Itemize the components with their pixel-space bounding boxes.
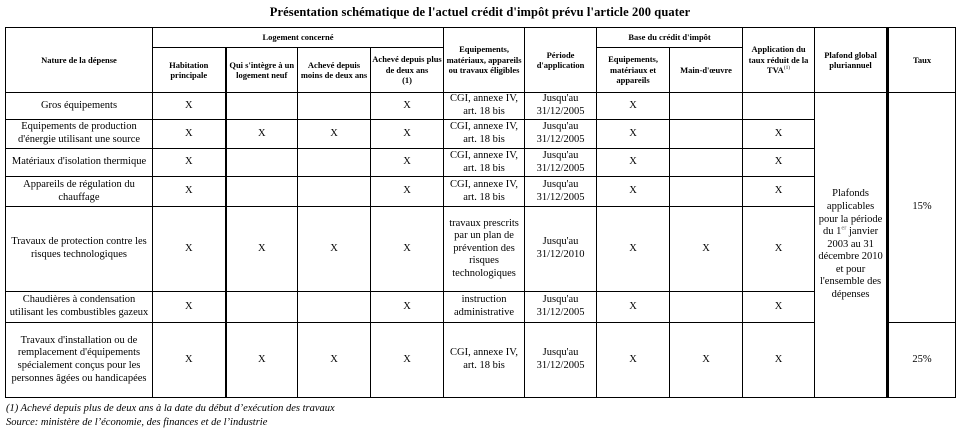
cell-integre [226, 292, 298, 323]
cell-habitation: X [153, 323, 226, 398]
cell-acheve-plus: X [371, 177, 444, 207]
cell-integre: X [226, 207, 298, 292]
cell-equipements: CGI, annexe IV, art. 18 bis [444, 149, 525, 177]
cell-periode: Jusqu'au 31/12/2005 [525, 93, 597, 120]
header-habitation: Habitation principale [153, 48, 226, 93]
cell-acheve-plus: X [371, 292, 444, 323]
table-row [6, 292, 956, 323]
cell-habitation: X [153, 177, 226, 207]
header-periode: Période d'application [525, 28, 597, 93]
cell-periode: Jusqu'au 31/12/2005 [525, 292, 597, 323]
header-integre: Qui s'intègre à un logement neuf [226, 48, 298, 93]
cell-acheve-moins [298, 292, 371, 323]
header-base-equip: Equipements, matériaux et appareils [597, 48, 670, 93]
row-label: Equipements de production d'énergie utilisant une source [6, 120, 153, 149]
table-row [6, 93, 956, 120]
header-equipements: Equipements, matériaux, appareils ou travaux éligibles [444, 28, 525, 93]
cell-tva: X [743, 207, 815, 292]
table-row [6, 177, 956, 207]
cell-acheve-moins [298, 177, 371, 207]
cell-acheve-moins [298, 149, 371, 177]
row-label: Chaudières à condensation utilisant les combustibles gazeux [6, 292, 153, 323]
cell-base-equip: X [597, 149, 670, 177]
header-row-groups [6, 28, 956, 48]
table-row [6, 323, 956, 398]
header-logement-group: Logement concerné [153, 28, 444, 48]
cell-tva [743, 93, 815, 120]
cell-integre [226, 93, 298, 120]
cell-equipements: CGI, annexe IV, art. 18 bis [444, 177, 525, 207]
table-row [6, 149, 956, 177]
cell-main-oeuvre [670, 292, 743, 323]
cell-equipements: CGI, annexe IV, art. 18 bis [444, 93, 525, 120]
cell-acheve-plus: X [371, 207, 444, 292]
cell-integre: X [226, 120, 298, 149]
cell-equipements: CGI, annexe IV, art. 18 bis [444, 120, 525, 149]
cell-acheve-plus: X [371, 323, 444, 398]
cell-plafond-global [815, 93, 888, 398]
cell-tva: X [743, 120, 815, 149]
row-label: Appareils de régulation du chauffage [6, 177, 153, 207]
plafond-text: Plafonds applicables pour la période du 1 [818, 188, 883, 238]
cell-acheve-plus: X [371, 149, 444, 177]
cell-main-oeuvre [670, 177, 743, 207]
cell-main-oeuvre [670, 120, 743, 149]
header-tva-label: Application du taux réduit de la TVA [748, 44, 809, 76]
cell-acheve-moins: X [298, 323, 371, 398]
cell-periode: Jusqu'au 31/12/2005 [525, 120, 597, 149]
header-nature: Nature de la dépense [6, 28, 153, 93]
cell-main-oeuvre: X [670, 207, 743, 292]
cell-integre [226, 177, 298, 207]
table-row [6, 120, 956, 149]
header-acheve-plus [371, 48, 444, 93]
cell-habitation: X [153, 149, 226, 177]
footnote-1: (1) Achevé depuis plus de deux ans à la date du début d’exécution des travaux [6, 403, 335, 414]
cell-main-oeuvre [670, 149, 743, 177]
cell-acheve-plus: X [371, 93, 444, 120]
cell-periode: Jusqu'au 31/12/2005 [525, 323, 597, 398]
tva-footnote-marker: (1) [783, 65, 791, 72]
header-acheve-plus-label: Achevé depuis plus de deux ans [372, 54, 442, 75]
cell-main-oeuvre: X [670, 323, 743, 398]
cell-periode: Jusqu'au 31/12/2010 [525, 207, 597, 292]
cell-acheve-moins: X [298, 207, 371, 292]
cell-tva: X [743, 177, 815, 207]
plafond-sup: er [841, 224, 847, 232]
footnote-source: Source: ministère de l’économie, des finances et de l’industrie [6, 416, 268, 428]
cell-integre [226, 149, 298, 177]
header-plafond: Plafond global pluriannuel [815, 28, 888, 93]
acheve-plus-footnote-marker: (1) [402, 75, 412, 86]
cell-integre: X [226, 323, 298, 398]
row-label: Matériaux d'isolation thermique [6, 149, 153, 177]
cell-acheve-moins: X [298, 120, 371, 149]
cell-periode: Jusqu'au 31/12/2005 [525, 177, 597, 207]
row-label: Travaux de protection contre les risques technologiques [6, 207, 153, 292]
cell-base-equip: X [597, 323, 670, 398]
cell-equipements: travaux prescrits par un plan de prévention des risques technologiques [444, 207, 525, 292]
cell-base-equip: X [597, 93, 670, 120]
cell-taux-15: 15% [888, 93, 956, 323]
cell-acheve-plus: X [371, 120, 444, 149]
cell-base-equip: X [597, 207, 670, 292]
row-label: Travaux d'installation ou de remplacement d'équipements spécialement conçus pour les personnes âgées ou handicapées [6, 323, 153, 398]
cell-periode: Jusqu'au 31/12/2005 [525, 149, 597, 177]
page-title: Présentation schématique de l'actuel crédit d'impôt prévu l'article 200 quater [269, 5, 691, 19]
header-tva [743, 28, 815, 93]
header-base-group: Base du crédit d'impôt [597, 28, 743, 48]
cell-base-equip: X [597, 120, 670, 149]
row-label: Gros équipements [6, 93, 153, 120]
cell-habitation: X [153, 207, 226, 292]
cell-equipements: instruction administrative [444, 292, 525, 323]
cell-base-equip: X [597, 292, 670, 323]
cell-acheve-moins [298, 93, 371, 120]
plafond-text-after: janvier 2003 au 31 décembre 2010 et pour l'ensemble des dépenses [818, 226, 883, 301]
cell-habitation: X [153, 93, 226, 120]
footnotes [6, 402, 960, 428]
cell-habitation: X [153, 292, 226, 323]
cell-equipements: CGI, annexe IV, art. 18 bis [444, 323, 525, 398]
cell-habitation: X [153, 120, 226, 149]
header-main-oeuvre: Main-d'œuvre [670, 48, 743, 93]
cell-base-equip: X [597, 177, 670, 207]
header-taux: Taux [888, 28, 956, 93]
cell-tva: X [743, 323, 815, 398]
cell-taux-25: 25% [888, 323, 956, 398]
cell-tva: X [743, 292, 815, 323]
table-row [6, 207, 956, 292]
credit-impot-table [5, 27, 956, 398]
header-acheve-moins: Achevé depuis moins de deux ans [298, 48, 371, 93]
cell-tva: X [743, 149, 815, 177]
cell-main-oeuvre [670, 93, 743, 120]
